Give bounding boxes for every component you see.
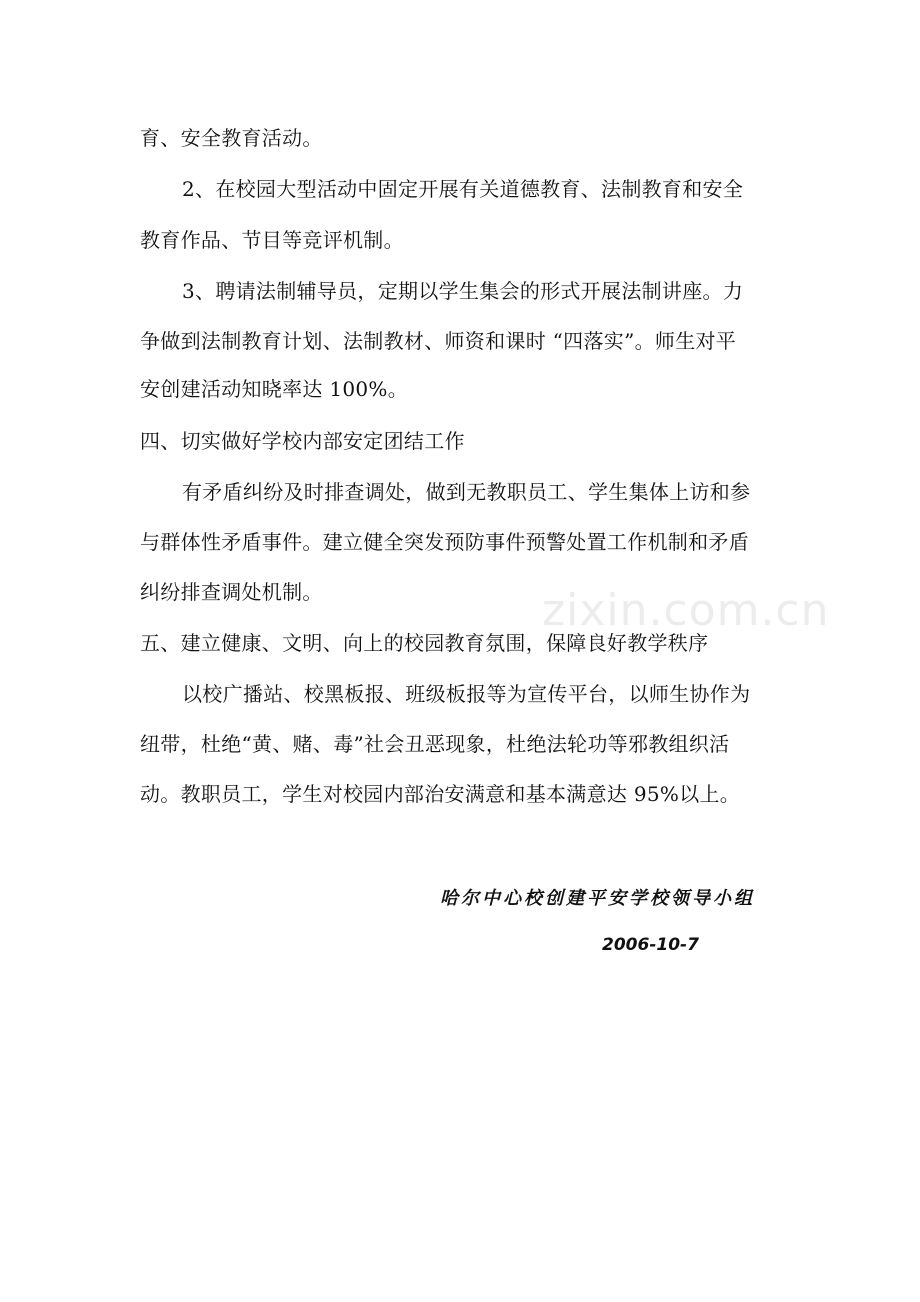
- text-line: 安创建活动知晓率达 100%。: [140, 377, 409, 401]
- text-line: 动。教职员工，学生对校园内部治安满意和基本满意达 95%以上。: [140, 782, 741, 806]
- text-line: 与群体性矛盾事件。建立健全突发预防事件预警处置工作机制和矛盾: [140, 530, 749, 554]
- text-line: 纠纷排查调处机制。: [140, 580, 323, 604]
- text-line: 以校广播站、校黑板报、班级板报等为宣传平台，以师生协作为: [182, 682, 751, 706]
- text-line: 纽带，杜绝“黄、赌、毒”社会丑恶现象，杜绝法轮功等邪教组织活: [140, 732, 730, 756]
- text-line: 2、在校园大型活动中固定开展有关道德教育、法制教育和安全: [182, 177, 744, 201]
- section-heading: 四、切实做好学校内部安定团结工作: [140, 429, 465, 453]
- text-line: 3、聘请法制辅导员，定期以学生集会的形式开展法制讲座。力: [182, 279, 744, 303]
- signature-organization: 哈尔中心校创建平安学校领导小组: [440, 888, 755, 909]
- text-line: 有矛盾纠纷及时排查调处，做到无教职员工、学生集体上访和参: [182, 480, 751, 504]
- text-line: 教育作品、节目等竞评机制。: [140, 228, 404, 252]
- watermark: zixin.com.cn: [542, 585, 830, 636]
- signature-date: 2006-10-7: [602, 935, 699, 955]
- text-line: 育、安全教育活动。: [140, 126, 323, 150]
- section-heading: 五、建立健康、文明、向上的校园教育氛围，保障良好教学秩序: [140, 631, 709, 655]
- text-line: 争做到法制教育计划、法制教材、师资和课时 “四落实”。师生对平: [140, 329, 737, 353]
